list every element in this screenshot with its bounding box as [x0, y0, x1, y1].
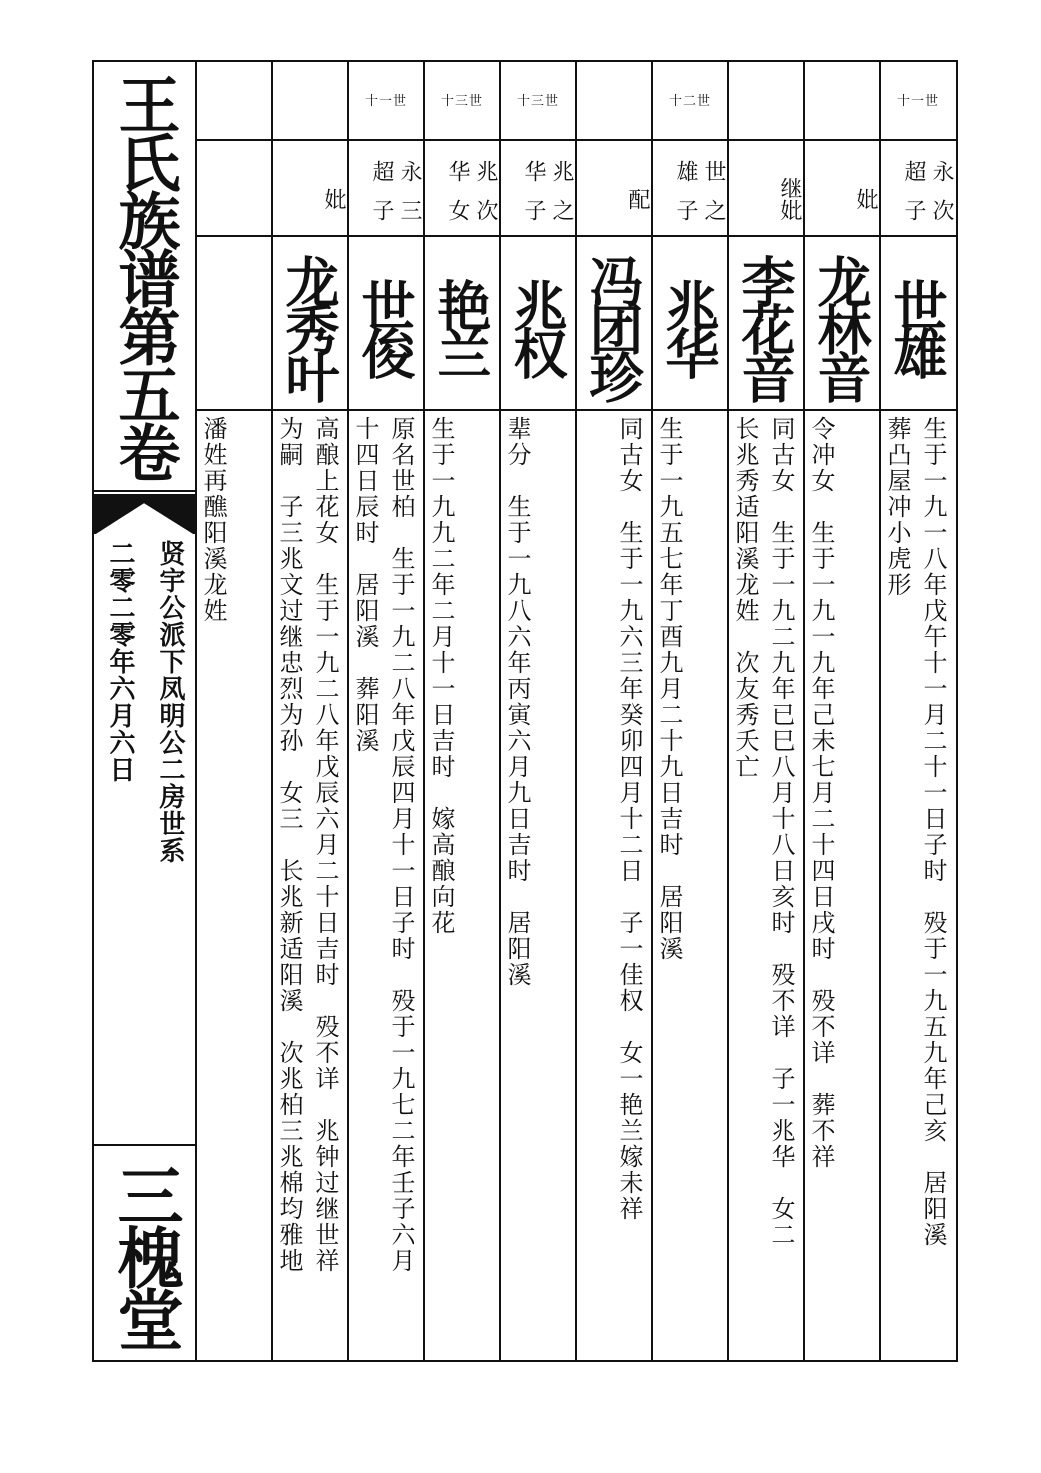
person-biography: 同古女 生于一九二九年已巳八月十八日亥时 殁不详 子一兆华 女二 长兆秀适阳溪龙姓 次友秀夭亡 [731, 416, 795, 1248]
relation-label [195, 160, 271, 238]
person-name: 李花音 [733, 254, 797, 398]
relation-label [273, 160, 347, 238]
relation-line: 兆华 [521, 160, 574, 182]
hall-divider [94, 1144, 195, 1146]
relation-label [501, 160, 575, 238]
generation-label: 十三世 [440, 94, 483, 109]
person-name: 冯团珍 [581, 254, 645, 398]
relation-line: 配 [625, 188, 650, 210]
book-title: 王氏族谱第五卷 [108, 73, 181, 479]
relation-line: 世雄 [673, 160, 726, 182]
relation-line: 次子 [901, 199, 954, 221]
person-biography: 辈分 生于一九八六年丙寅六月九日吉时 居阳溪 [503, 416, 531, 988]
person-column [271, 62, 347, 1360]
relation-line: 之子 [521, 199, 574, 221]
relation-line: 妣 [853, 188, 878, 210]
person-biography: 原名世柏 生于一九二八年戊辰四月十一日子时 殁于一九七二年壬子六月 十四日辰时 居阳溪 葬阳溪 [351, 416, 415, 1274]
person-name: 世雄 [885, 278, 949, 374]
relation-line: 兆华 [445, 160, 498, 182]
edition-date: 二零二零年六月六日 [105, 540, 135, 783]
person-biography: 生于一九五七年丁酉九月二十九日吉时 居阳溪 [655, 416, 683, 962]
person-name: 兆华 [657, 278, 721, 374]
relation-line: 永超 [901, 160, 954, 182]
relation-line: 妣 [777, 199, 802, 221]
generation-label: 十一世 [364, 94, 407, 109]
relation-line: 次女 [445, 199, 498, 221]
person-name [195, 246, 271, 406]
title-band [94, 62, 197, 1360]
relation-label [881, 160, 955, 238]
person-biography: 生于一九九二年二月十一日吉时 嫁高酿向花 [427, 416, 455, 936]
person-column [575, 62, 651, 1360]
lineage-subtitle: 贤宇公派下凤明公二房世系 [155, 540, 185, 864]
person-name: 世俊 [353, 278, 417, 374]
relation-line: 永超 [369, 160, 422, 182]
relation-label [425, 160, 499, 238]
person-column [651, 62, 727, 1360]
person-column [195, 62, 271, 1360]
person-column [423, 62, 499, 1360]
person-column [803, 62, 879, 1360]
person-column [727, 62, 803, 1360]
title-divider [94, 490, 195, 492]
relation-label [577, 160, 651, 238]
person-name: 兆权 [505, 278, 569, 374]
generation-label: 十三世 [516, 94, 559, 109]
relation-label [349, 160, 423, 238]
generation-label: 十二世 [668, 94, 711, 109]
person-biography: 高酿上花女 生于一九二八年戊辰六月二十日吉时 殁不详 兆钟过继世祥 为嗣 子三兆文过继忠烈为孙 女三 长兆新适阳溪 次兆柏三兆棉均雅地 [275, 416, 339, 1274]
person-name: 艳兰 [429, 278, 493, 374]
person-biography: 令冲女 生于一九一九年己未七月二十四日戌时 殁不详 葬不祥 [807, 416, 835, 1170]
person-column [879, 62, 955, 1360]
person-column [499, 62, 575, 1360]
person-column [347, 62, 423, 1360]
person-grid [195, 62, 956, 1360]
relation-line: 妣 [321, 188, 346, 210]
generation-label: 十一世 [896, 94, 939, 109]
relation-label [729, 160, 803, 238]
hall-name: 三槐堂 [106, 1162, 184, 1348]
person-biography: 生于一九一八年戊午十一月二十一日子时 殁于一九五九年己亥 居阳溪 葬凸屋冲小虎形 [883, 416, 947, 1248]
relation-line: 继 [777, 177, 802, 199]
person-name: 龙林音 [809, 254, 873, 398]
genealogy-page [92, 60, 958, 1362]
relation-line: 三子 [369, 199, 422, 221]
relation-line: 之子 [673, 199, 726, 221]
relation-label [805, 160, 879, 238]
person-name: 龙秀叶 [277, 254, 341, 398]
person-biography: 潘姓再醮阳溪龙姓 [199, 416, 227, 624]
fishtail-banner-icon [94, 494, 195, 534]
person-biography: 同古女 生于一九六三年癸卯四月十二日 子一佳权 女一艳兰嫁未祥 [615, 416, 643, 1222]
relation-label [653, 160, 727, 238]
